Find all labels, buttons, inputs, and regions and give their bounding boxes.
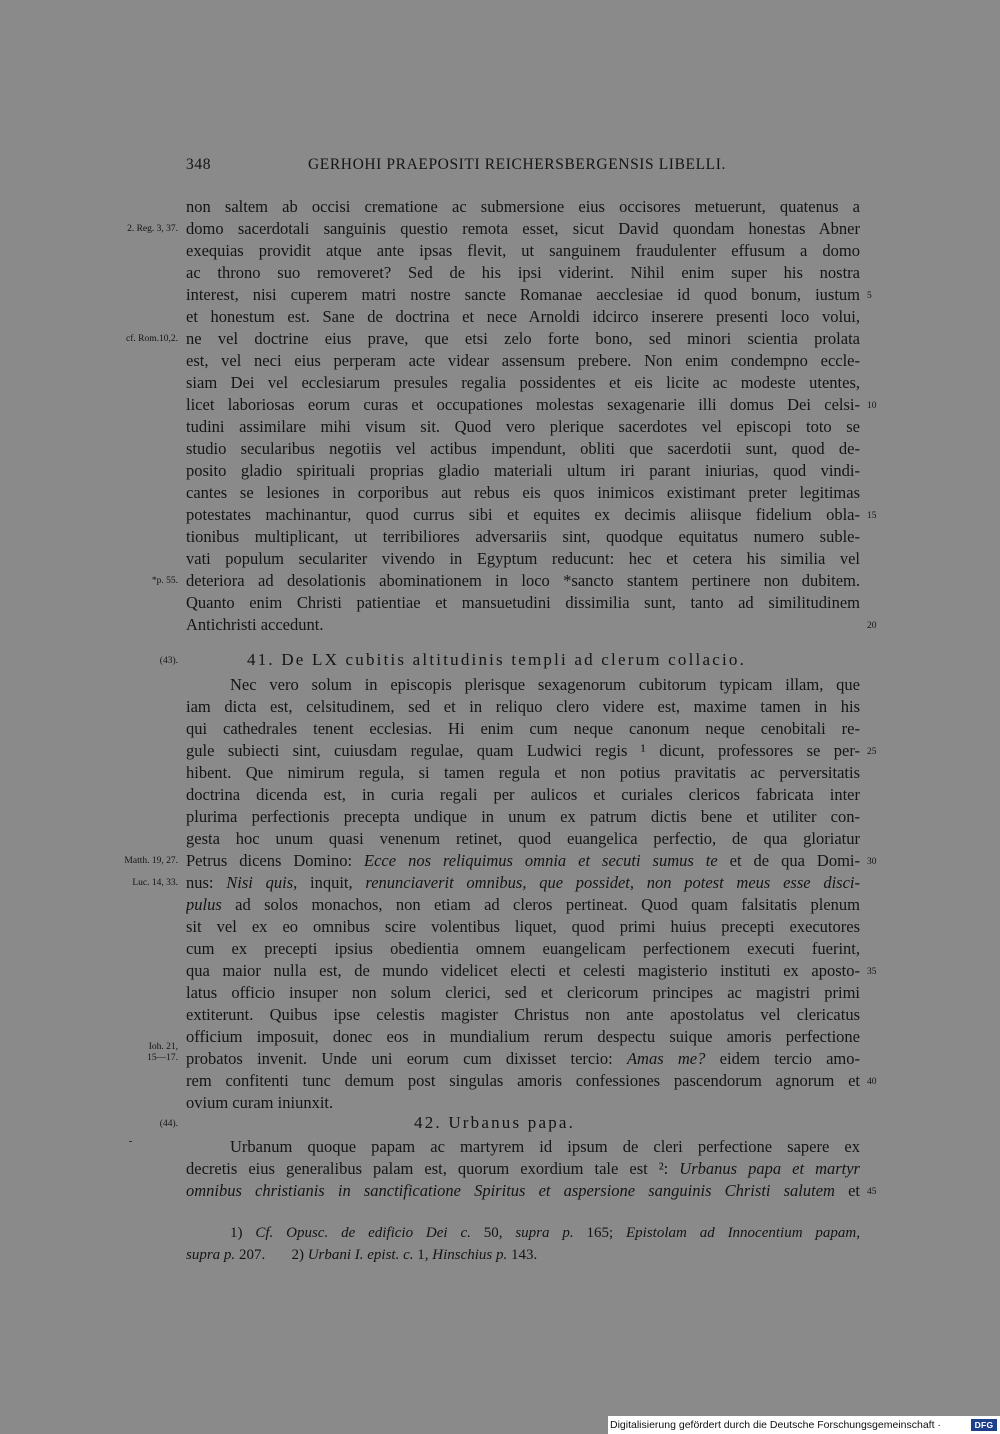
text-line: potestates machinantur, quod currus sibi et equites ex decimis aliisque fidelium obla- — [186, 505, 860, 524]
text-span: 143. — [507, 1247, 538, 1263]
citation: Epistolam ad Innocentium papam, — [626, 1225, 860, 1241]
margin-reference: Luc. 14, 33. — [132, 878, 178, 888]
text-line — [186, 1158, 860, 1180]
decretal-quote: omnibus christianis in sanctificatione Spiritus et aspersione sanguinis Christi salutem — [186, 1181, 835, 1200]
line-number: 20 — [867, 621, 877, 631]
margin-reference: Matth. 19, 27. — [124, 856, 178, 866]
text-line: licet laboriosas eorum curas et occupationes molestas sexagenarie illi domus Dei celsi- — [186, 395, 860, 414]
text-line: latus officio insuper non solum clerici, sed et clericorum principes ac magistri primi — [186, 983, 860, 1002]
text-line: et honestum est. Sane de doctrina et nece Arnoldi idcirco inserere presenti loco volui, — [186, 307, 860, 326]
text-line: gesta hoc unum quasi venenum retinet, quod euangelica perfectio, de qua gloriatur — [186, 829, 860, 848]
section-heading-41 — [247, 648, 746, 672]
footnote-line — [230, 1222, 860, 1244]
margin-reference: *p. 55. — [151, 576, 178, 586]
text-span: inquit, — [297, 873, 366, 892]
line-number: 40 — [867, 1077, 877, 1087]
line-number: 45 — [867, 1187, 877, 1197]
dfg-funding-banner — [608, 1416, 1000, 1434]
text-line: officium imposuit, donec eos in mundialium rerum despectu suique amoris perfectione — [186, 1027, 860, 1046]
text-span: 1) — [230, 1225, 256, 1241]
text-line: Urbanum quoque papam ac martyrem id ipsum de cleri perfectione sapere ex — [230, 1137, 860, 1156]
citation: Hinschius p. — [432, 1247, 508, 1263]
text-line: siam Dei vel ecclesiarum presules regalia possidentes et eis licite ac modeste utentes, — [186, 373, 860, 392]
margin-tick — [129, 1141, 132, 1142]
text-span: Petrus dicens Domino: — [186, 851, 365, 870]
text-span: nus: — [186, 873, 227, 892]
running-header — [186, 156, 860, 180]
text-line: Nec vero solum in episcopis plerisque sexagenorum cubitorum typicam illam, que — [230, 675, 860, 694]
text-line: cum ex precepti ipsius obedientia omnem euangelicam perfectionem executi fuerint, — [186, 939, 860, 958]
text-span: 207. 2) — [235, 1247, 308, 1263]
margin-reference: 2. Reg. 3, 37. — [127, 224, 178, 234]
line-number: 35 — [867, 967, 877, 977]
citation: Cf. Opusc. de edificio Dei c. — [255, 1225, 471, 1241]
text-line: gule subiecti sint, cuiusdam regulae, quam Ludwici regis ¹ dicunt, professores se per- — [186, 741, 860, 760]
citation: Urbani I. epist. c. — [307, 1247, 414, 1263]
text-line: domo sacerdotali sanguinis questio remota esset, sicut David quondam honestas Abner — [186, 219, 860, 238]
citation: supra p. — [186, 1247, 236, 1263]
scripture-quote: Nisi quis, — [226, 873, 298, 892]
text-line: iam dicta est, celsitudinem, sed et in reliquo clero videre est, maxime tamen in his — [186, 697, 860, 716]
margin-reference: 15—17. — [147, 1053, 178, 1063]
text-line: ac throno suo removeret? Sed de his ipsi viderint. Nihil enim super his nostra — [186, 263, 860, 282]
text-span: decretis eius generalibus palam est, quorum exordium tale est ²: — [186, 1159, 680, 1178]
text-span: ad solos monachos, non etiam ad cleros pertineat. Quod quam falsitatis plenum — [221, 895, 860, 914]
dfg-banner-text: Digitalisierung gefördert durch die Deutsche Forschungsgemeinschaft · — [610, 1419, 941, 1431]
text-span: et de qua Domi- — [717, 851, 860, 870]
text-line: plurima perfectionis precepta undique in unum ex patrum dictis bene et utiliter con- — [186, 807, 860, 826]
line-number: 15 — [867, 511, 877, 521]
text-span: 1, — [413, 1247, 433, 1263]
text-line: deteriora ad desolationis abominationem in loco *sancto stantem pertinere non dubitem. — [186, 571, 860, 590]
text-line: ne vel doctrine eius prave, que etsi zelo forte bono, sed minori scientia prolata — [186, 329, 860, 348]
text-line — [186, 850, 860, 872]
text-line: hibent. Que nimirum regula, si tamen regula et non potius pravitatis ac perversitatis — [186, 763, 860, 782]
margin-reference: cf. Rom.10,2. — [126, 334, 178, 344]
section-heading-42 — [414, 1111, 575, 1135]
dfg-logo-icon: DFG — [971, 1419, 997, 1431]
text-line — [186, 1048, 860, 1070]
text-span: 50, — [470, 1225, 516, 1241]
text-line: vati populum seculariter vivendo in Egyptum reducunt: hec et cetera his similia vel — [186, 549, 860, 568]
text-line: ovium curam iniunxit. — [186, 1093, 334, 1112]
citation: supra p. — [515, 1225, 574, 1241]
text-line: doctrina dicenda est, in curia regali per aulicos et curiales clericos fabricata inter — [186, 785, 860, 804]
text-line — [186, 894, 860, 916]
scripture-quote: renunciaverit omnibus, que possidet, non potest meus esse disci- — [365, 873, 860, 892]
marginal-chapter-number: (43). — [159, 656, 178, 666]
section-title: De LX cubitis altitudinis templi ad clerum collacio. — [281, 650, 747, 669]
text-span: eidem tercio amo- — [705, 1049, 860, 1068]
text-line: sit vel ex eo omnibus scire volentibus liquet, quod primi huius precepti executores — [186, 917, 860, 936]
section-number: 42. — [414, 1113, 442, 1132]
text-span: 165; — [573, 1225, 627, 1241]
text-line: interest, nisi cuperem matri nostre sancte Romanae aecclesiae id quod bonum, iustum — [186, 285, 860, 304]
text-span: et — [834, 1181, 860, 1200]
text-line: tionibus multiplicant, ut terribiliores adversariis sint, quodque equitatus numero suble- — [186, 527, 860, 546]
text-line: rem confitenti tunc demum post singulas amoris confessiones pascendorum agnorum et — [186, 1071, 860, 1090]
text-line: qua maior nulla est, de mundo videlicet electi et celesti magisterio instituti ex aposto- — [186, 961, 860, 980]
scripture-quote: Amas me? — [626, 1049, 706, 1068]
text-line: est, vel neci eius perperam acte videar assensum prebere. Non enim condempno eccle- — [186, 351, 860, 370]
marginal-chapter-number: (44). — [159, 1119, 178, 1129]
line-number: 25 — [867, 747, 877, 757]
footnote-line — [186, 1244, 860, 1266]
line-number: 10 — [867, 401, 877, 411]
text-line: Quanto enim Christi patientiae et mansuetudini dissimilia sunt, tanto ad similitudinem — [186, 593, 860, 612]
running-title: GERHOHI PRAEPOSITI REICHERSBERGENSIS LIBELLI. — [308, 156, 726, 173]
text-line: Antichristi accedunt. — [186, 615, 324, 634]
text-line: exequias providit atque ante ipsas flevit, ut sanguinem fraudulenter effusum a domo — [186, 241, 860, 260]
line-number: 30 — [867, 857, 877, 867]
text-line: non saltem ab occisi crematione ac submersione eius occisores metuerunt, quatenus a — [186, 197, 860, 216]
text-line: extiterunt. Quibus ipse celestis magister Christus non ante apostolatus vel clericatus — [186, 1005, 860, 1024]
text-line: qui cathedrales tenent ecclesias. Hi enim cum neque canonum neque cenobitali re- — [186, 719, 860, 738]
page-number: 348 — [186, 156, 212, 173]
text-span: probatos invenit. Unde uni eorum cum dixisset tercio: — [186, 1049, 627, 1068]
scripture-quote: pulus — [186, 895, 222, 914]
text-line: posito gladio spirituali proprias gladio materiali ultum iri parant iniurias, quod vindi- — [186, 461, 860, 480]
section-number: 41. — [247, 650, 275, 669]
text-line — [186, 1180, 860, 1202]
scripture-quote: Ecce nos reliquimus omnia et secuti sumus te — [364, 851, 718, 870]
text-line: studio secularibus negotiis vel actibus impendunt, obliti que sacerdotii sunt, quod de- — [186, 439, 860, 458]
line-number: 5 — [867, 291, 872, 301]
margin-reference: Ioh. 21, — [148, 1042, 178, 1052]
text-line — [186, 872, 860, 894]
text-line: tudini assimilare mihi visum sit. Quod vero plerique sacerdotes vel episcopi toto se — [186, 417, 860, 436]
section-title: Urbanus papa. — [448, 1113, 576, 1132]
text-line: cantes se lesiones in corporibus aut rebus eis quos inimicos existimant preter legitimas — [186, 483, 860, 502]
decretal-quote: Urbanus papa et martyr — [679, 1159, 860, 1178]
